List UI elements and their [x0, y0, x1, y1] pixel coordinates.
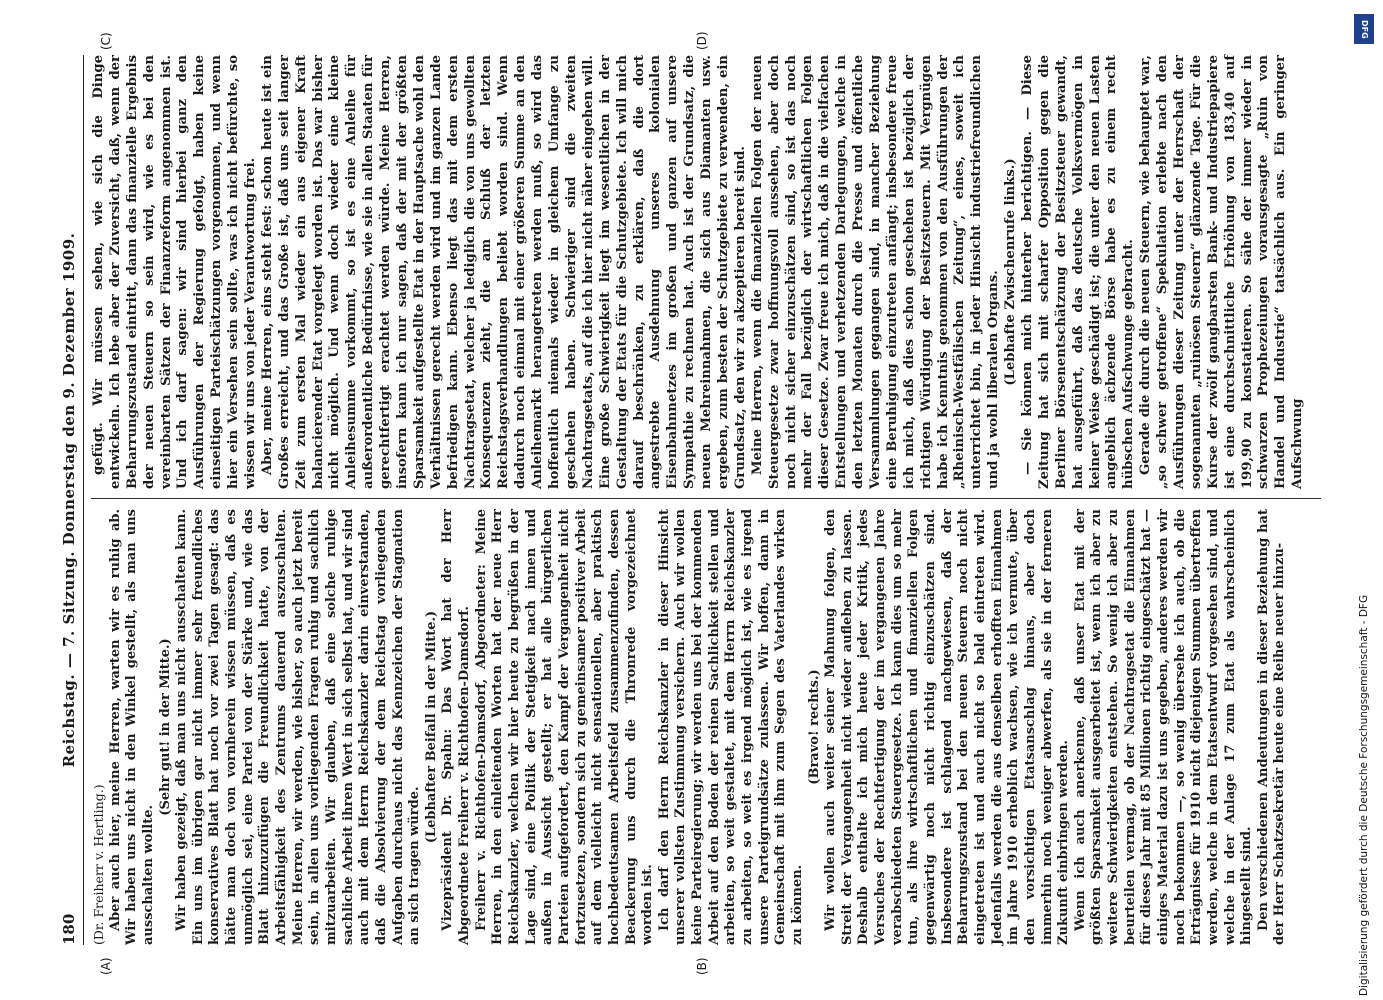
margin-marker-c: (C)	[99, 32, 113, 50]
digitization-stamp	[1352, 6, 1376, 996]
left-column-paragraph: (Lebhafter Beifall in der Mitte.)	[423, 610, 439, 844]
left-column-paragraph: Vizepräsident Dr. Spahn: Das Wort hat der Herr Abgeordnete Freiherr v. Richthofen-Damsdorf.	[440, 509, 473, 945]
digitization-note: Digitalisierung gefördert durch die Deutsche Forschungsgemeinschaft - DFG	[1358, 594, 1370, 996]
right-column-paragraph: Aber, meine Herren, eins steht fest: schon heute ist ein Großes erreicht, und das Große ist, daß uns seit langer Zeit zum ersten Mal wieder ein aus eigener Kraft balancierender Etat vorgelegt worden ist. Das war bisher nicht möglich. Und wenn doch wieder eine kleine Anleihesumme vorkommt, so ist es eine Anleihe für außerordentliche Bedürfnisse, wie sie in allen Staaten für gerechtfertigt erachtet werden würde. Meine Herren, insofern kann ich nur sagen, daß der mit der größten Sparsamkeit aufgestellte Etat in der Hauptsache wohl den Verhältnissen gerecht werden wird und im ganzen Lande befriedigen kann. Ebenso liegt das mit dem ersten Nachtragsetat, welcher ja lediglich die von uns gewollten Konsequenzen zieht, die am Schluß der letzten Reichstagsverhandlungen beliebt worden sind. Wenn dadurch noch einmal mit einer größeren Summe an den Anleihemarkt herangetreten werden muß, so wird das hoffentlich niemals wieder in gleichem Umfange zu geschehen haben. Schwieriger sind die zweiten Nachtragsetats, auf die ich hier nicht näher eingehen will. Eine große Schwierigkeit liegt im wesentlichen in der Gestaltung der Etats für die Schutzgebiete. Ich will mich darauf beschränken, zu erklären, daß die dort angestrebte Ausdehnung unseres kolonialen Eisenbahnnetzes im großen und ganzen auf unsere Sympathie zu rechnen hat. Auch ist der Grundsatz, die neuen Mehreinnahmen, die sich aus Diamanten usw. ergeben, zum besten der Schutzgebiete zu verwenden, ein Grundsatz, den wir zu akzeptieren bereit sind.	[259, 55, 748, 489]
page-header	[55, 55, 84, 945]
left-column-paragraph: (Sehr gut! in der Mitte.)	[157, 638, 173, 816]
left-column-paragraph: Wir haben gezeigt, daß man uns nicht ausschalten kann. Ein uns im übrigen gar nicht immer sehr freundliches konservatives Blatt hat noch vor zwei Tagen gesagt: das hätte man doch von vornherein wissen müssen, daß es unmöglich sei, eine Partei von der Stärke und, wie das Blatt hinzuzufügen die Freundlichkeit hatte, von der Arbeitsfähigkeit des Zentrums dauernd auszuschalten. Meine Herren, wir werden, wie bisher, so auch jetzt bereit sein, in allen uns vorliegenden Fragen ruhig und sachlich mitzuarbeiten. Wir glauben, daß eine solche ruhige sachliche Arbeit ihren Wert in sich selbst hat, und wir sind auch mit dem Herrn Reichskanzler darin einverstanden, daß die Absolvierung der dem Reichstag vorliegenden Aufgaben durchaus nicht das Kennzeichen der Stagnation an sich tragen würde.	[174, 509, 423, 945]
margin-marker-a: (A)	[99, 957, 113, 975]
dfg-logo: DFG	[1354, 14, 1374, 44]
right-column-paragraph: Gerade die durch die neuen Steuern, wie behauptet war, „so schwer getroffene“ Spekulation erlebte nach den Ausführungen dieser Zeitung unter der Herrschaft der sogenannten „ruinösen Steuern“ glänzende Tage. Für die Kurse der zwölf gangbarsten Bank- und Industriepapiere ist eine durchschnittliche Erhöhung von 183,40 auf 199,90 zu konstatieren. So sähe der immer wieder in schwarzen Prophezeiungen vorausgesagte „Ruin von Handel und Industrie“ tatsächlich aus. Ein geringer Aufschwung	[1138, 55, 1306, 489]
right-column-paragraph: Meine Herren, wenn die finanziellen Folgen der neuen Steuergesetze zwar hoffnungsvoll aussehen, aber doch noch nicht sicher einzuschätzen sind, so ist das noch mehr der Fall bezüglich der wirtschaftlichen Folgen dieser Gesetze. Zwar freue ich mich, daß in die vielfachen Entstellungen und verhetzenden Darlegungen, welche in den letzten Monaten durch die Presse und öffentliche Versammlungen gegangen sind, in mancher Beziehung eine Beruhigung einzutreten anfängt; insbesondere freue ich mich, daß dies schon geschehen ist bezüglich der richtigen Würdigung der Besitzsteuern. Mit Vergnügen habe ich Kenntnis genommen von den Ausführungen der „Rheinisch-Westfälischen Zeitung“, eines, soweit ich unterrichtet bin, in jeder Hinsicht industriefreundlichen und ja wohl liberalen Organs.	[749, 55, 1002, 489]
left-column	[91, 509, 1321, 945]
left-column-paragraph: Ich darf den Herrn Reichskanzler in dieser Hinsicht unserer vollsten Zustimmung versichern. Auch wir wollen keine Parteiregierung; wir werden uns bei der kommenden Arbeit auf den Boden der reinen Sachlichkeit stellen und arbeiten, so weit gestaltet, mit dem Herrn Reichskanzler zu arbeiten, so weit es irgend möglich ist, wie es irgend unsere Parteigrundsätze zulassen. Wir hoffen, dann in Gemeinschaft mit ihm zum Segen des Vaterlandes wirken zu können.	[656, 509, 805, 945]
right-column-paragraph: — Sie können mich hinterher berichtigen. — Diese Zeitung hat sich mit scharfer Opposition gegen die Berliner Börsenentschätzung der Besitzsteuer gewandt, hat ausgeführt, daß das deutsche Volksvermögen in keiner Weise geschädigt ist; die unter den neuen Lasten angeblich ächzende Börse habe es zu einem recht hübschen Aufschwunge gebracht.	[1019, 55, 1137, 489]
right-column-paragraph: gefügt. Wir müssen sehen, wie sich die Dinge entwickeln. Ich lebe aber der Zuversicht, daß, wenn der Beharrungszustand eintritt, dann das finanzielle Ergebnis der neuen Steuern so sein wird, wie es bei den vereinbarten Sätzen der Finanzreform angenommen ist. Und ich darf sagen: wir sind hierbei ganz den Ausführungen der Regierung gefolgt, haben keine einseitigen Parteischätzungen vorgenommen, und wenn hier ein Versehen sein sollte, was ich nicht befürchte, so wissen wir uns von jeder Verantwortung frei.	[91, 55, 259, 489]
scanned-page	[55, 31, 1325, 975]
margin-marker-b: (B)	[695, 957, 709, 975]
left-column-paragraph: Den verschiedenen Andeutungen in dieser Beziehung hat der Herr Schatzsekretär heute eine Reihe neuer hinzu-	[1255, 509, 1288, 945]
running-title: Reichstag. — 7. Sitzung. Donnerstag den 9. Dezember 1909.	[60, 232, 78, 768]
right-column-text	[91, 55, 1307, 489]
left-column-paragraph: Freiherr v. Richthofen-Damsdorf, Abgeordneter: Meine Herren, in den einleitenden Worten hat der neue Herr Reichskanzler, welchen wir hier heute zu begrüßen in der Lage sind, eine Politik der Stetigkeit nach innen und außen in Aussicht gestellt; er hat alle bürgerlichen Parteien aufgefordert, den Kampf der Vergangenheit nicht fortzusetzen, sondern sich zu gemeinsamer positiver Arbeit auf dem vielleicht nicht sensationellen, aber praktisch hochbedeutsamen Arbeitsfeld zusammenzufinden, dessen Beackerung uns durch die Thronrede vorgezeichnet worden ist.	[473, 509, 656, 945]
left-column-paragraph: Aber auch hier, meine Herren, warten wir es ruhig ab. Wir haben uns nicht in den Winkel gestellt, als man uns ausschalten wollte.	[107, 509, 156, 945]
right-column-paragraph: (Lebhafte Zwischenrufe links.)	[1003, 158, 1019, 386]
left-column-paragraph: (Bravo! rechts.)	[806, 669, 822, 785]
margin-marker-d: (D)	[695, 31, 709, 50]
left-column-text	[91, 509, 1289, 945]
left-column-paragraph: Wir wollen auch weiter seiner Mahnung folgen, den Streit der Vergangenheit nicht wieder aufleben zu lassen. Deshalb enthalte ich mich heute jeder Kritik, jedes Versuches der Rechtfertigung der im vergangenen Jahre verabschiedeten Steuergesetze. Ich kann dies um so mehr tun, als ihre wirtschaftlichen und finanziellen Folgen gegenwärtig noch nicht richtig einzuschätzen sind. Insbesondere ist schlagend nachgewiesen, daß der Beharrungszustand bei den neuen Steuern noch nicht eingetreten ist und auch nicht so bald eintreten wird. Jedenfalls werden die aus denselben erhofften Einnahmen im Jahre 1910 erheblich wachsen, wie ich vermute, über den vorsichtigen Etatsanschlag hinaus, aber doch immerhin noch weniger abwerfen, als sie in der ferneren Zukunft einbringen werden.	[823, 509, 1072, 945]
right-column	[91, 55, 1321, 489]
left-column-paragraph: Wenn ich auch anerkenne, daß unser Etat mit der größten Sparsamkeit ausgearbeitet ist, wenn ich aber zu weitere Schwierigkeiten entstehen. So wenig ich aber zu beurteilen vermag, ob der Nachtragsetat die Einnahmen für dieses Jahr mit 85 Millionen richtig eingeschätzt hat — einiges Material dazu ist uns gegeben, anderes werden wir noch bekommen —, so wenig übersehe ich auch, ob die Erträgnisse für 1910 nicht diejenigen Summen übertreffen werden, welche in dem Etatsentwurf vorgesehen sind, und welche in der Anlage 17 zum Etat als wahrscheinlich hingestellt sind.	[1072, 509, 1255, 945]
left-column-paragraph: (Dr. Freiherr v. Hertling.)	[91, 784, 106, 945]
column-rule	[91, 498, 1321, 499]
page-number: 180	[60, 913, 78, 945]
